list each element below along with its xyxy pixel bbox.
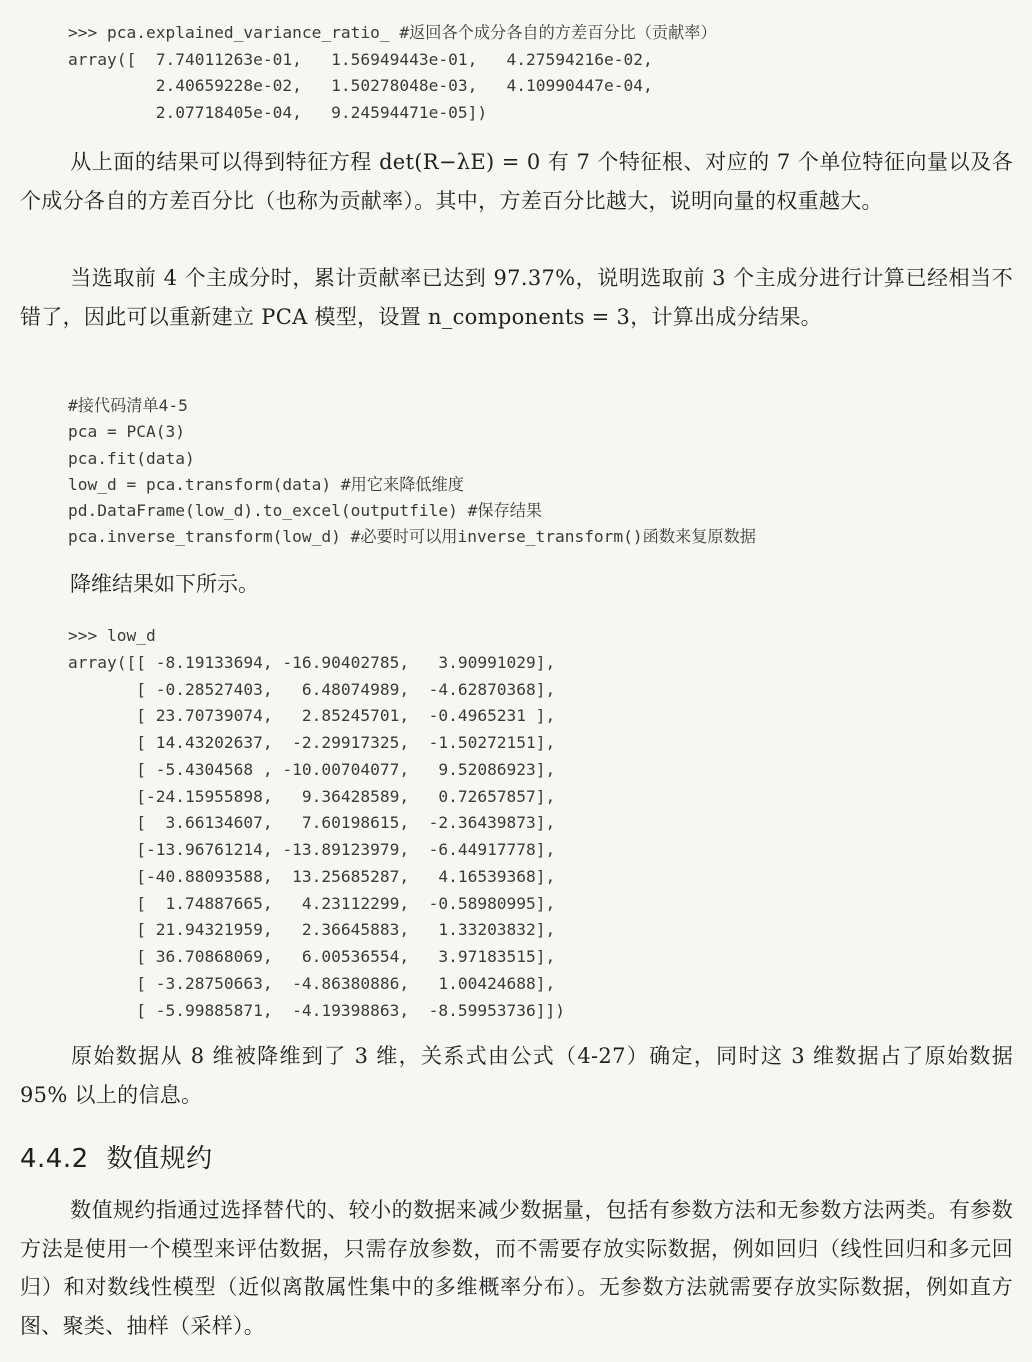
code-line: pd.DataFrame(low_d).to_excel(outputfile) #保存结果 <box>68 501 543 521</box>
code-line: pca.inverse_transform(low_d) #必要时可以用inverse_transform()函数来复原数据 <box>68 527 756 547</box>
code-line: 2.40659228e-02, 1.50278048e-03, 4.10990447e-04, <box>68 76 653 96</box>
code-line: [ 36.70868069, 6.00536554, 3.97183515], <box>68 947 556 966</box>
code-line: pca.fit(data) <box>68 448 195 468</box>
code-line: [ -5.4304568 , -10.00704077, 9.52086923], <box>68 759 556 779</box>
code-line: [-24.15955898, 9.36428589, 0.72657857], <box>68 786 556 806</box>
section-heading <box>20 1138 213 1175</box>
code-line: [-40.88093588, 13.25685287, 4.16539368], <box>68 866 556 886</box>
code-line: [ 14.43202637, -2.29917325, -1.50272151], <box>68 733 556 752</box>
code-line: >>> pca.explained_variance_ratio_ #返回各个成分各自的方差百分比（贡献率） <box>68 23 717 42</box>
code-line: [ 1.74887665, 4.23112299, -0.58980995], <box>68 893 556 913</box>
paragraph-cumulative-contribution: 当选取前 4 个主成分时，累计贡献率已达到 97.37%，说明选取前 3 个主成分进行计算已经相当不错了，因此可以重新建立 PCA 模型，设置 n_components = 3，计算出成分结果。 <box>20 266 1013 329</box>
code-line: array([[ -8.19133694, -16.90402785, 3.90991029], <box>68 652 556 672</box>
code-block-low-d-output <box>68 623 565 1024</box>
code-line: low_d = pca.transform(data) #用它来降低维度 <box>68 474 464 494</box>
code-line: [-13.96761214, -13.89123979, -6.44917778], <box>68 840 556 859</box>
section-number: 4.4.2 <box>20 1144 89 1174</box>
code-line: [ -3.28750663, -4.86380886, 1.00424688], <box>68 973 556 993</box>
code-line: [ 21.94321959, 2.36645883, 1.33203832], <box>68 920 556 940</box>
code-line: 2.07718405e-04, 9.24594471e-05]) <box>68 103 488 123</box>
code-line: [ -0.28527403, 6.48074989, -4.62870368], <box>68 679 556 699</box>
code-block-variance-ratio <box>68 20 717 127</box>
section-title: 数值规约 <box>106 1144 213 1174</box>
code-line: pca = PCA(3) <box>68 422 185 442</box>
paragraph-eigen-explanation: 从上面的结果可以得到特征方程 det(R−λE) = 0 有 7 个特征根、对应的 7 个单位特征向量以及各个成分各自的方差百分比（也称为贡献率）。其中，方差百分比越大，说明向量的权重越大。 <box>20 150 1013 213</box>
paragraph-dimension-reduction-summary: 原始数据从 8 维被降维到了 3 维，关系式由公式（4-27）确定，同时这 3 维数据占了原始数据 95% 以上的信息。 <box>20 1044 1013 1107</box>
code-line: [ -5.99885871, -4.19398863, -8.59953736]]) <box>68 1000 566 1020</box>
paragraph-numerosity-reduction: 数值规约指通过选择替代的、较小的数据来减少数据量，包括有参数方法和无参数方法两类。有参数方法是使用一个模型来评估数据，只需存放参数，而不需要存放实际数据，例如回归（线性回归和多元回归）和对数线性模型（近似离散属性集中的多维概率分布）。无参数方法就需要存放实际数据，例如直方图、聚类、抽样（采样）。 <box>20 1198 1013 1338</box>
code-line: #接代码清单4-5 <box>68 396 188 415</box>
code-line: >>> low_d <box>68 626 156 645</box>
code-block-pca-model <box>68 393 756 551</box>
result-note: 降维结果如下所示。 <box>70 572 259 596</box>
code-line: [ 23.70739074, 2.85245701, -0.4965231 ], <box>68 706 556 726</box>
code-line: [ 3.66134607, 7.60198615, -2.36439873], <box>68 813 556 833</box>
code-line: array([ 7.74011263e-01, 1.56949443e-01, 4.27594216e-02, <box>68 49 653 69</box>
